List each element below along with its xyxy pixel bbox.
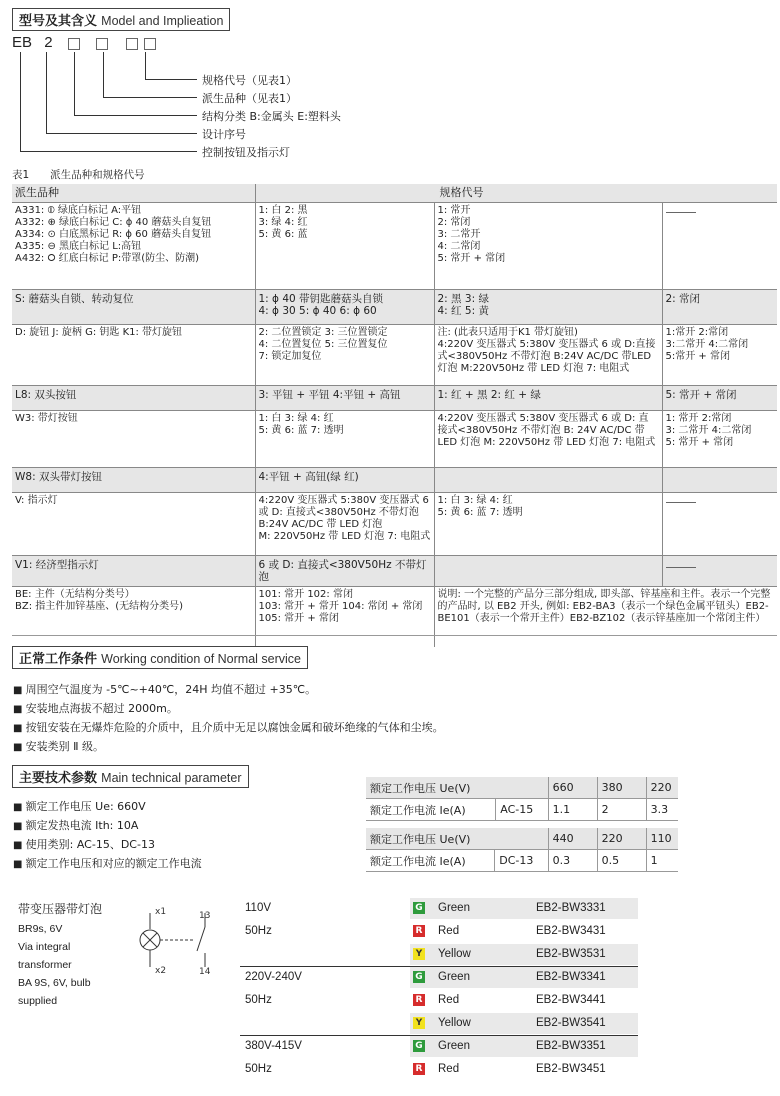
lamp-color-name: Red — [438, 994, 460, 1006]
col-header-spec: 规格代号 — [255, 184, 777, 203]
lamp-order-row — [410, 898, 638, 919]
model-code: EB 2 — [12, 34, 53, 51]
color-code-badge: G — [413, 971, 425, 983]
table-row — [12, 468, 777, 493]
table-cell: 2: 常闭 — [662, 290, 777, 325]
part-number: EB2-BW3341 — [536, 971, 606, 983]
code-box-spec-1 — [126, 38, 138, 50]
tech-item: ■ 额定工作电压 Ue: 660V — [13, 798, 146, 814]
working-item: ■ 安装类别 Ⅱ 级。 — [13, 738, 104, 754]
table-cell: 101: 常开 102: 常闭 103: 常开 + 常开 104: 常闭 + 常闭 105: 常开 + 常闭 — [255, 587, 434, 648]
tech-item: ■ 额定工作电压和对应的额定工作电流 — [13, 855, 202, 871]
table-cell: S: 蘑菇头自锁、转动复位 — [12, 290, 255, 325]
color-code-badge: Y — [413, 948, 425, 960]
lamp-circuit-diagram — [135, 905, 215, 975]
voltage-label: 380V-415V — [245, 1040, 302, 1052]
tech-section-header: 主要技术参数 Main technical parameter — [12, 765, 249, 788]
table-cell: L8: 双头按钮 — [12, 386, 255, 411]
working-section-header: 正常工作条件 Working condition of Normal service — [12, 646, 308, 669]
tech-item: ■ 额定发热电流 Ith: 10A — [13, 817, 138, 833]
part-number: EB2-BW3431 — [536, 925, 606, 937]
lamp-order-row — [410, 1059, 638, 1080]
legend-structure: 结构分类 B:金属头 E:塑料头 — [202, 110, 341, 123]
table-cell: W8: 双头带灯按钮 — [12, 468, 255, 493]
lamp-color-name: Green — [438, 902, 470, 914]
lamp-description: BR9s, 6V Via integral transformer BA 9S, 6V, bulb supplied — [18, 923, 91, 1007]
table-row — [12, 556, 777, 587]
table-cell: 3: 平钮 + 平钮 4:平钮 + 高钮 — [255, 386, 434, 411]
color-code-badge: G — [413, 902, 425, 914]
table-cell — [434, 468, 662, 493]
part-number: EB2-BW3541 — [536, 1017, 606, 1029]
frequency-label: 50Hz — [245, 925, 272, 937]
table-cell: W3: 带灯按钮 — [12, 411, 255, 468]
color-code-badge: R — [413, 994, 425, 1006]
terminal-x2-label: x2 — [155, 966, 167, 975]
terminal-14-label: 14 — [199, 967, 211, 975]
part-number: EB2-BW3331 — [536, 902, 606, 914]
col-header-variant: 派生品种 — [12, 184, 255, 203]
empty-dash — [666, 212, 696, 213]
table-row — [12, 493, 777, 556]
table-cell: V1: 经济型指示灯 — [12, 556, 255, 587]
ac-rating-table: 额定工作电压 Ue(V) 660 380 220 额定工作电流 Ie(A) AC-15 1.1 2 3.3 — [366, 777, 678, 821]
table-cell: 1: ϕ 40 带钥匙蘑菇头自锁 4: ϕ 30 5: ϕ 40 6: ϕ 60 — [255, 290, 434, 325]
part-number: EB2-BW3531 — [536, 948, 606, 960]
table-cell: 1: 红 + 黑 2: 红 + 绿 — [434, 386, 662, 411]
tech-item: ■ 使用类别: AC-15、DC-13 — [13, 836, 155, 852]
table-cell: 1: 白 3: 绿 4: 红 5: 黄 6: 蓝 7: 透明 — [434, 493, 662, 556]
lamp-order-row — [410, 990, 638, 1011]
code-box-spec-2 — [144, 38, 156, 50]
table-cell: 4:220V 变压器式 5:380V 变压器式 6 或 D: 直 接式<380V50Hz 不带灯泡 B: 24V AC/DC 带 LED 灯泡 M: 220V50Hz 带 LED 灯泡 7: 电阻式 — [434, 411, 662, 468]
table-cell: 1:常开 2:常闭 3:二常开 4:二常闭 5:常开 + 常闭 — [665, 327, 749, 362]
frequency-label: 50Hz — [245, 1063, 272, 1075]
lamp-color-name: Green — [438, 971, 470, 983]
part-number: EB2-BW3441 — [536, 994, 606, 1006]
table-cell: 1: 白 2: 黑 3: 绿 4: 红 5: 黄 6: 蓝 — [255, 203, 434, 290]
part-number: EB2-BW3451 — [536, 1063, 606, 1075]
table-row — [12, 386, 777, 411]
lamp-order-row — [410, 921, 638, 942]
lamp-order-row — [410, 1013, 638, 1034]
table-row — [12, 411, 777, 468]
lamp-title: 带变压器带灯泡 — [18, 902, 103, 916]
frequency-label: 50Hz — [245, 994, 272, 1006]
color-code-badge: G — [413, 1040, 425, 1052]
color-code-badge: R — [413, 925, 425, 937]
lamp-color-name: Green — [438, 1040, 470, 1052]
lamp-color-name: Red — [438, 925, 460, 937]
voltage-label: 110V — [245, 902, 272, 914]
table-cell: V: 指示灯 — [12, 493, 255, 556]
legend-spec: 规格代号（见表1） — [202, 74, 297, 87]
color-code-badge: Y — [413, 1017, 425, 1029]
lamp-color-name: Yellow — [438, 1017, 471, 1029]
table-cell: 注: (此表只适用于K1 带灯旋钮) 4:220V 变压器式 5:380V 变压器式 6 或 D:直接 式<380V50Hz 不带灯泡 B:24V AC/DC 带LED 灯泡 M:220V50Hz 带 LED 灯泡 7: 电阻式 — [434, 325, 662, 386]
table-cell: 1: 常开 2:常闭 3: 二常开 4:二常闭 5: 常开 + 常闭 — [665, 413, 752, 448]
table-row — [12, 325, 777, 386]
voltage-label: 220V-240V — [245, 971, 302, 983]
lamp-order-row — [410, 967, 638, 988]
table-cell: 说明: 一个完整的产品分三部分组成, 即头部、锌基座和主件。表示一个完整的产品时, 以 EB2 开头, 例如: EB2-BA3（表示一个绿色金属平钮头）EB2-BE101（表示一个常开主件）EB2-BZ102（表示锌基座加一个常闭主件） — [437, 589, 771, 624]
lamp-color-name: Yellow — [438, 948, 471, 960]
variant-spec-table — [12, 184, 777, 647]
part-number: EB2-BW3351 — [536, 1040, 606, 1052]
table-cell: 6 或 D: 直接式<380V50Hz 不带灯泡 — [255, 556, 434, 587]
color-code-badge: R — [413, 1063, 425, 1075]
table-row — [12, 587, 777, 648]
lamp-order-row — [410, 1036, 638, 1057]
terminal-13-label: 13 — [199, 911, 211, 921]
table-cell — [662, 468, 777, 493]
table-cell: 4:220V 变压器式 5:380V 变压器式 6 或 D: 直接式<380V50Hz 不带灯泡 B:24V AC/DC 带 LED 灯泡 M: 220V50Hz 带 LED 灯泡 7: 电阻式 — [255, 493, 434, 556]
code-box-structure — [68, 38, 80, 50]
table-cell: 2: 二位置锁定 3: 三位置锁定 4: 二位置复位 5: 三位置复位 7: 锁定加复位 — [255, 325, 434, 386]
table-cell — [662, 556, 777, 587]
legend-product: 控制按钮及指示灯 — [202, 146, 290, 159]
table1-caption: 表1 派生品种和规格代号 — [12, 169, 145, 181]
table-row — [12, 203, 777, 290]
table-cell: 2: 黑 3: 绿 4: 红 5: 黄 — [434, 290, 662, 325]
empty-dash — [666, 567, 696, 568]
code-box-variant — [96, 38, 108, 50]
table-cell: D: 旋钮 J: 旋柄 G: 钥匙 K1: 带灯旋钮 — [12, 325, 255, 386]
table-cell: BE: 主件（无结构分类号） BZ: 指主件加锌基座、(无结构分类号) — [12, 587, 255, 648]
working-item: ■ 周围空气温度为 -5℃~+40℃，24H 均值不超过 +35℃。 — [13, 681, 316, 697]
table-cell: 1: 白 3: 绿 4: 红 5: 黄 6: 蓝 7: 透明 — [255, 411, 434, 468]
table-cell — [434, 556, 662, 587]
lamp-order-row — [410, 944, 638, 965]
legend-variant: 派生品种（见表1） — [202, 92, 297, 105]
dc-rating-table: 额定工作电压 Ue(V) 440 220 110 额定工作电流 Ie(A) DC-13 0.3 0.5 1 — [366, 828, 678, 872]
legend-design: 设计序号 — [202, 128, 246, 141]
table-cell: 4:平钮 + 高钮(绿 红) — [255, 468, 434, 493]
lamp-color-name: Red — [438, 1063, 460, 1075]
working-item: ■ 安装地点海拔不超过 2000m。 — [13, 700, 178, 716]
table-row — [12, 290, 777, 325]
terminal-x1-label: x1 — [155, 907, 167, 917]
table-cell — [662, 493, 777, 556]
table-cell: A331: ⦶ 绿底白标记 A:平钮 A332: ⊕ 绿底白标记 C: ϕ 40 蘑菇头自复钮 A334: ⊙ 白底黑标记 R: ϕ 60 蘑菇头自复钮 A335: ⊖ 黑底白标记 L:高钮 A432: ⭘ 红底白标记 P:带罩(防尘、防潮) — [12, 203, 255, 290]
table-cell — [662, 203, 777, 290]
empty-dash — [666, 502, 696, 503]
table-cell: 5: 常开 + 常闭 — [662, 386, 777, 411]
working-item: ■ 按钮安装在无爆炸危险的介质中，且介质中无足以腐蚀金属和破坏绝缘的气体和尘埃。 — [13, 719, 444, 735]
table-cell: 1: 常开 2: 常闭 3: 二常开 4: 二常闭 5: 常开 + 常闭 — [434, 203, 662, 290]
model-section-header: 型号及其含义 Model and Implieation — [12, 8, 230, 31]
